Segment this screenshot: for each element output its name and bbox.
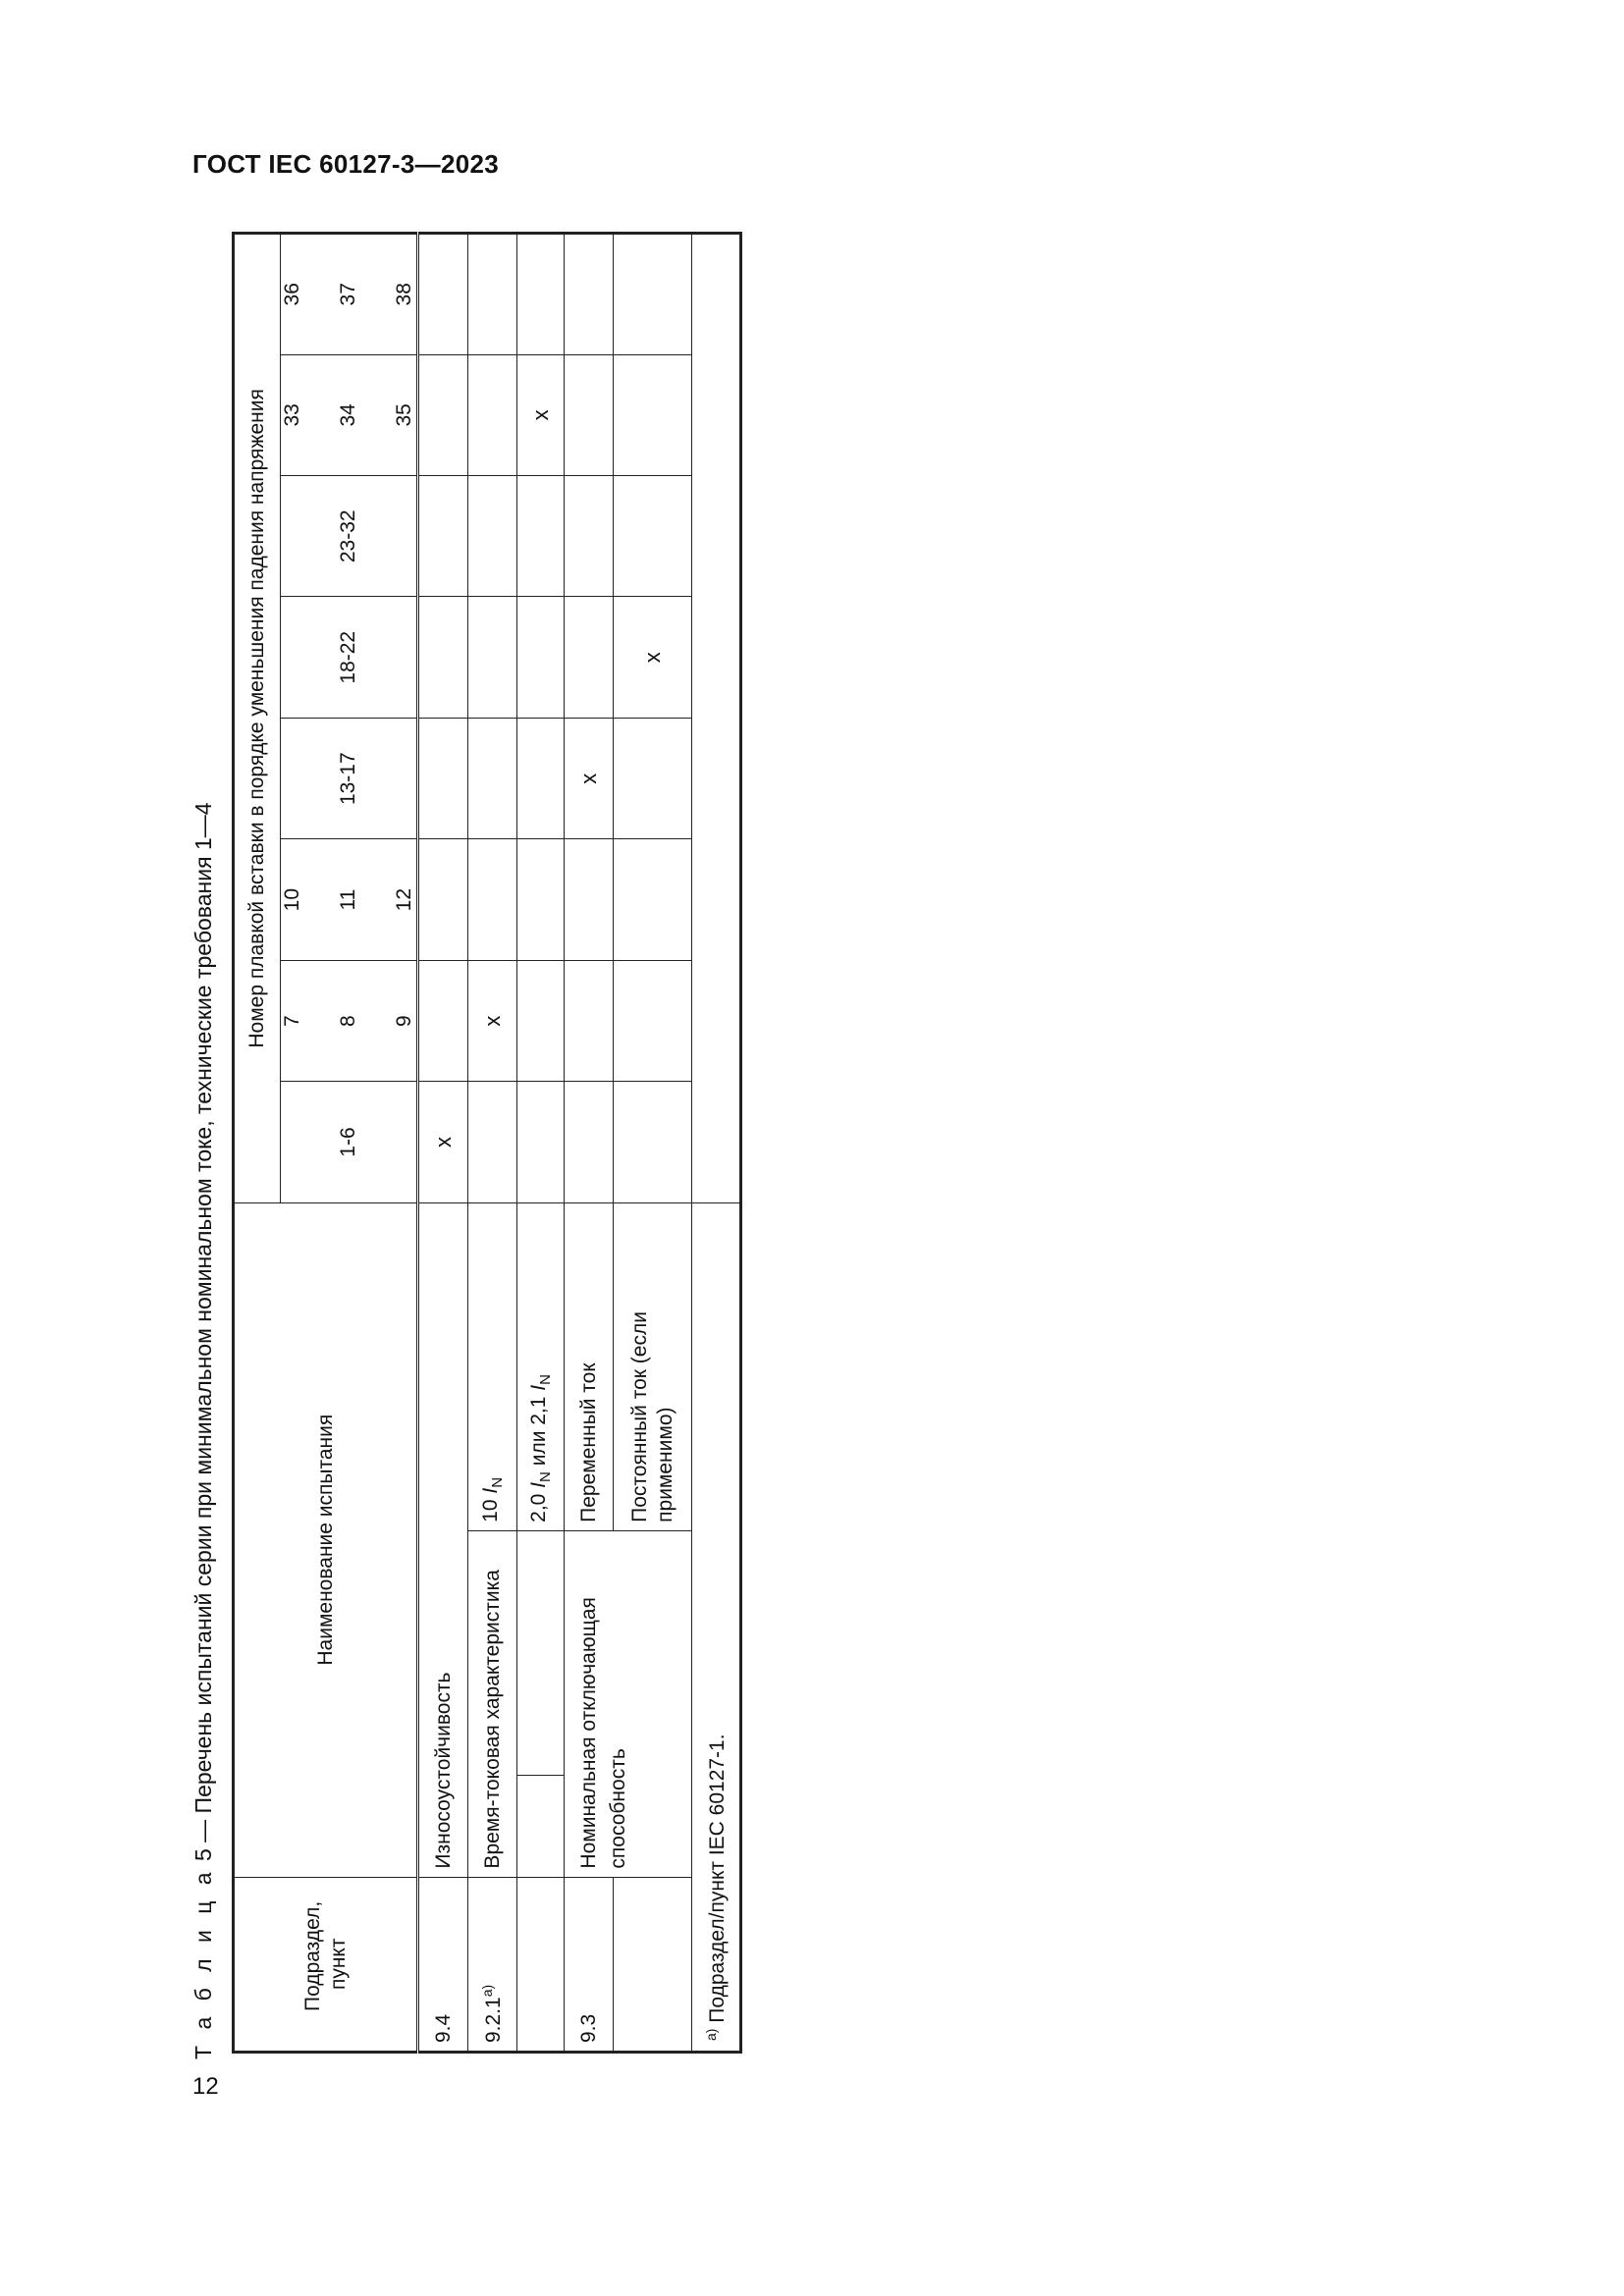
rotated-table-block (185, 226, 729, 2071)
mark (418, 839, 468, 960)
mark (565, 476, 614, 597)
mark (418, 354, 468, 475)
document-header: ГОСТ IEC 60127-3—2023 (192, 149, 499, 179)
fuse-num: 10 (281, 887, 303, 912)
mark: x (517, 354, 565, 475)
mark (614, 234, 692, 355)
row-9-3-detail: Переменный ток (565, 1202, 614, 1530)
caption-text: 5 — Перечень испытаний серии при минимальном номинальном токе, технические требования 1—4 (190, 802, 216, 1862)
mark (468, 839, 517, 960)
mark (517, 839, 565, 960)
row-9-2-1b-sub (517, 1877, 565, 2052)
row-9-2-1b-gap (517, 1530, 565, 1775)
table-footnote: $^{a)}$ Подраздел/пункт IEC 60127-1. (692, 1202, 741, 2052)
fuse-num: 36 (281, 283, 303, 306)
mark: x (614, 597, 692, 718)
mark: x (565, 718, 614, 838)
row-9-2-1-detail: 10 $I_N$ (468, 1202, 517, 1530)
row-9-2-1b-detail: 2,0 $I_N$ или 2,1 $I_N$ (517, 1202, 565, 1530)
page-number: 12 (192, 2073, 219, 2100)
mark (517, 718, 565, 838)
fuse-num: 8 (337, 1015, 359, 1027)
row-9-3b-sub (614, 1877, 692, 2052)
mark: x (468, 960, 517, 1081)
caption-label: Т а б л и ц а (190, 1867, 216, 2059)
mark (468, 718, 517, 838)
mark (614, 718, 692, 838)
fuse-group-7 (281, 354, 418, 475)
mark: x (418, 1082, 468, 1202)
mark (468, 476, 517, 597)
row-9-2-1-sub: 9.2.1$^{a)}$ (468, 1877, 517, 2052)
fuse-group-4: 13-17 (281, 718, 418, 838)
mark (614, 354, 692, 475)
mark (468, 1082, 517, 1202)
mark (614, 476, 692, 597)
row-9-3b-detail: Постоянный ток (если применимо) (614, 1202, 692, 1530)
fuse-num: 38 (393, 283, 415, 306)
mark (517, 1082, 565, 1202)
row-9-4-sub: 9.4 (418, 1877, 468, 2052)
fuse-group-1: 1-6 (281, 1082, 418, 1202)
mark (614, 960, 692, 1081)
fuse-num: 9 (393, 1015, 415, 1027)
mark (418, 718, 468, 838)
mark (517, 476, 565, 597)
mark (468, 234, 517, 355)
fuse-group-2 (281, 960, 418, 1081)
mark (517, 960, 565, 1081)
row-9-4-name: Износоустойчивость (418, 1202, 468, 1877)
mark (565, 960, 614, 1081)
mark (565, 597, 614, 718)
mark (468, 597, 517, 718)
mark (418, 960, 468, 1081)
row-9-3-sub: 9.3 (565, 1877, 614, 2052)
series-tests-table (232, 232, 742, 2054)
header-subsection: Подраздел, пункт (234, 1877, 418, 2052)
header-fuse-numbers: Номер плавкой вставки в порядке уменьшения падения напряжения (234, 234, 281, 1203)
header-test-name: Наименование испытания (234, 1202, 418, 1877)
footnote-filler (692, 234, 741, 1203)
fuse-group-3 (281, 839, 418, 960)
fuse-num: 34 (337, 403, 359, 427)
mark (565, 1082, 614, 1202)
mark (565, 354, 614, 475)
mark (468, 354, 517, 475)
mark (418, 476, 468, 597)
fuse-group-6: 23-32 (281, 476, 418, 597)
mark (565, 234, 614, 355)
mark (565, 839, 614, 960)
fuse-num: 12 (393, 887, 415, 912)
mark (614, 839, 692, 960)
fuse-num: 7 (281, 1015, 303, 1027)
row-9-2-1b-empty (517, 1775, 565, 1877)
fuse-num: 11 (337, 888, 359, 911)
mark (418, 234, 468, 355)
mark (418, 597, 468, 718)
fuse-num: 33 (281, 403, 303, 427)
fuse-group-5: 18-22 (281, 597, 418, 718)
table-caption (190, 802, 217, 2059)
fuse-num: 35 (393, 403, 415, 427)
row-9-2-1-name: Время-токовая характеристика (468, 1530, 517, 1877)
fuse-group-8 (281, 234, 418, 355)
row-9-3-name: Номинальная отключающая способность (565, 1530, 692, 1877)
fuse-num: 37 (337, 283, 359, 306)
mark (614, 1082, 692, 1202)
mark (517, 597, 565, 718)
mark (517, 234, 565, 355)
